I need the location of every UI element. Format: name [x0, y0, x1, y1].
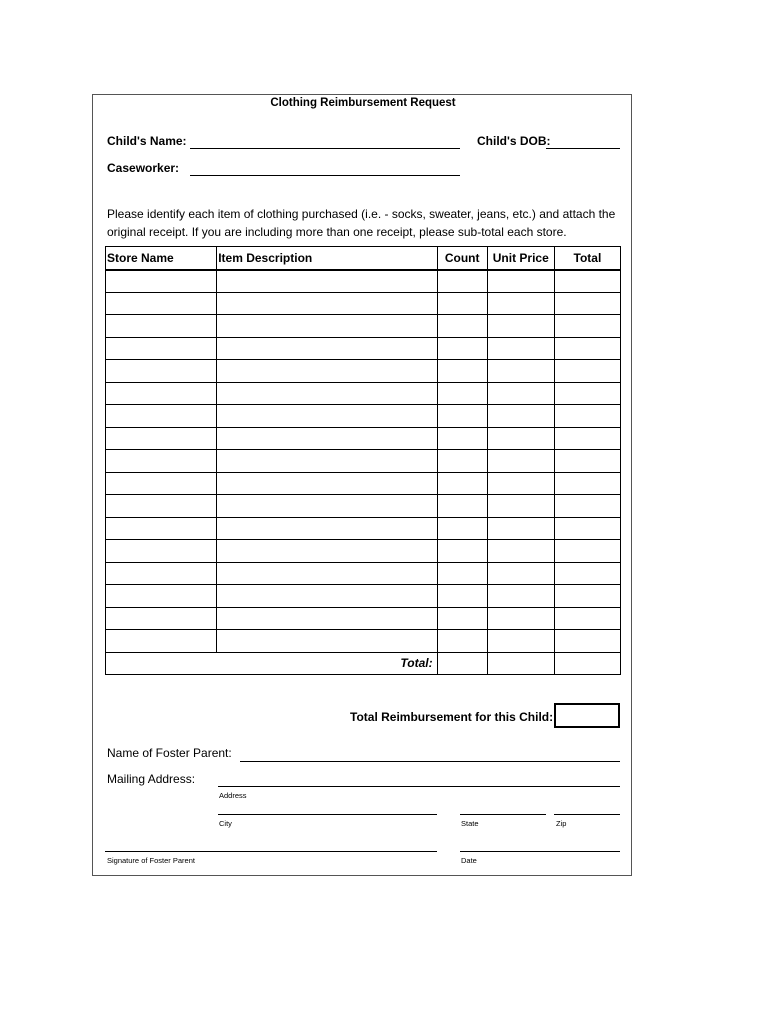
- table-header-row: [106, 247, 621, 270]
- count-cell[interactable]: [437, 495, 487, 518]
- state-caption: State: [461, 819, 479, 828]
- table-row: [106, 517, 621, 540]
- item-description-cell[interactable]: [217, 517, 437, 540]
- unit-price-cell[interactable]: [487, 495, 554, 518]
- table-row: [106, 292, 621, 315]
- unit-price-cell[interactable]: [487, 315, 554, 338]
- count-cell[interactable]: [437, 607, 487, 630]
- unit-price-cell[interactable]: [487, 405, 554, 428]
- total-cell[interactable]: [554, 472, 620, 495]
- table-row: [106, 405, 621, 428]
- items-table: [105, 246, 621, 675]
- item-description-cell[interactable]: [217, 337, 437, 360]
- table-row: [106, 472, 621, 495]
- item-description-cell[interactable]: [217, 495, 437, 518]
- item-description-cell[interactable]: [217, 427, 437, 450]
- unit-price-cell[interactable]: [487, 472, 554, 495]
- item-description-cell[interactable]: [217, 292, 437, 315]
- unit-price-cell[interactable]: [487, 382, 554, 405]
- count-cell[interactable]: [437, 562, 487, 585]
- total-cell[interactable]: [554, 270, 620, 293]
- caseworker-label: Caseworker:: [107, 161, 180, 175]
- total-cell[interactable]: [554, 540, 620, 563]
- city-caption: City: [219, 819, 232, 828]
- count-cell[interactable]: [437, 517, 487, 540]
- address-caption: Address: [219, 791, 247, 800]
- total-cell[interactable]: [554, 360, 620, 383]
- total-label: Total:: [106, 652, 438, 675]
- city-field[interactable]: [218, 814, 437, 815]
- form-title: Clothing Reimbursement Request: [270, 97, 456, 109]
- total-cell[interactable]: [554, 427, 620, 450]
- reimbursement-label: Total Reimbursement for this Child:: [350, 710, 554, 724]
- item-description-cell[interactable]: [217, 315, 437, 338]
- store-name-cell[interactable]: [106, 585, 217, 608]
- item-description-cell[interactable]: [217, 630, 437, 653]
- item-description-cell[interactable]: [217, 562, 437, 585]
- foster-name-label: Name of Foster Parent:: [107, 746, 232, 760]
- item-description-cell[interactable]: [217, 270, 437, 293]
- state-field[interactable]: [460, 814, 546, 815]
- table-row: [106, 427, 621, 450]
- table-row: [106, 450, 621, 473]
- count-cell[interactable]: [437, 427, 487, 450]
- item-description-cell[interactable]: [217, 382, 437, 405]
- item-description-cell[interactable]: [217, 472, 437, 495]
- count-cell[interactable]: [437, 585, 487, 608]
- child-name-label: Child's Name:: [107, 134, 187, 148]
- item-description-cell[interactable]: [217, 540, 437, 563]
- unit-price-cell[interactable]: [487, 360, 554, 383]
- signature-caption: Signature of Foster Parent: [107, 856, 195, 865]
- item-description-cell[interactable]: [217, 360, 437, 383]
- total-unit-price-cell[interactable]: [487, 652, 554, 675]
- store-name-cell[interactable]: [106, 450, 217, 473]
- unit-price-cell[interactable]: [487, 562, 554, 585]
- signature-field[interactable]: [105, 851, 437, 852]
- header-total: Total: [554, 247, 620, 270]
- count-cell[interactable]: [437, 292, 487, 315]
- store-name-cell[interactable]: [106, 292, 217, 315]
- unit-price-cell[interactable]: [487, 292, 554, 315]
- zip-field[interactable]: [554, 814, 620, 815]
- count-cell[interactable]: [437, 450, 487, 473]
- table-row: [106, 495, 621, 518]
- total-cell[interactable]: [554, 450, 620, 473]
- store-name-cell[interactable]: [106, 607, 217, 630]
- instructions-line-1: Please identify each item of clothing purchased (i.e. - socks, sweater, jeans, etc.) and attach the: [107, 207, 616, 221]
- header-count: Count: [437, 247, 487, 270]
- unit-price-cell[interactable]: [487, 427, 554, 450]
- date-caption: Date: [461, 856, 477, 865]
- child-dob-field[interactable]: [546, 148, 620, 149]
- unit-price-cell[interactable]: [487, 337, 554, 360]
- total-cell[interactable]: [554, 585, 620, 608]
- child-dob-label: Child's DOB:: [477, 134, 551, 148]
- table-row: [106, 562, 621, 585]
- store-name-cell[interactable]: [106, 517, 217, 540]
- item-description-cell[interactable]: [217, 585, 437, 608]
- count-cell[interactable]: [437, 382, 487, 405]
- unit-price-cell[interactable]: [487, 450, 554, 473]
- unit-price-cell[interactable]: [487, 517, 554, 540]
- total-count-cell[interactable]: [437, 652, 487, 675]
- header-item-description: Item Description: [217, 247, 437, 270]
- total-cell[interactable]: [554, 315, 620, 338]
- reimbursement-amount-box[interactable]: [554, 703, 620, 728]
- table-row: [106, 315, 621, 338]
- store-name-cell[interactable]: [106, 630, 217, 653]
- unit-price-cell[interactable]: [487, 585, 554, 608]
- caseworker-field[interactable]: [190, 175, 460, 176]
- store-name-cell[interactable]: [106, 405, 217, 428]
- total-amount-cell[interactable]: [554, 652, 620, 675]
- total-cell[interactable]: [554, 382, 620, 405]
- table-row: [106, 382, 621, 405]
- count-cell[interactable]: [437, 472, 487, 495]
- foster-name-field[interactable]: [240, 761, 620, 762]
- total-cell[interactable]: [554, 292, 620, 315]
- item-description-cell[interactable]: [217, 450, 437, 473]
- total-cell[interactable]: [554, 495, 620, 518]
- table-row: [106, 585, 621, 608]
- store-name-cell[interactable]: [106, 337, 217, 360]
- store-name-cell[interactable]: [106, 427, 217, 450]
- store-name-cell[interactable]: [106, 360, 217, 383]
- reimbursement-form: [92, 94, 632, 876]
- store-name-cell[interactable]: [106, 382, 217, 405]
- header-unit-price: Unit Price: [487, 247, 554, 270]
- count-cell[interactable]: [437, 405, 487, 428]
- count-cell[interactable]: [437, 337, 487, 360]
- unit-price-cell[interactable]: [487, 630, 554, 653]
- total-cell[interactable]: [554, 607, 620, 630]
- store-name-cell[interactable]: [106, 472, 217, 495]
- unit-price-cell[interactable]: [487, 607, 554, 630]
- count-cell[interactable]: [437, 315, 487, 338]
- store-name-cell[interactable]: [106, 562, 217, 585]
- table-row: [106, 540, 621, 563]
- store-name-cell[interactable]: [106, 270, 217, 293]
- count-cell[interactable]: [437, 630, 487, 653]
- header-store-name: Store Name: [106, 247, 217, 270]
- unit-price-cell[interactable]: [487, 540, 554, 563]
- store-name-cell[interactable]: [106, 495, 217, 518]
- count-cell[interactable]: [437, 540, 487, 563]
- total-row: [106, 652, 621, 675]
- zip-caption: Zip: [556, 819, 567, 828]
- child-name-field[interactable]: [190, 148, 460, 149]
- table-row: [106, 337, 621, 360]
- total-cell[interactable]: [554, 517, 620, 540]
- table-row: [106, 607, 621, 630]
- store-name-cell[interactable]: [106, 540, 217, 563]
- item-description-cell[interactable]: [217, 405, 437, 428]
- unit-price-cell[interactable]: [487, 270, 554, 293]
- store-name-cell[interactable]: [106, 315, 217, 338]
- table-row: [106, 270, 621, 293]
- instructions-line-2: original receipt. If you are including more than one receipt, please sub-total each store.: [107, 225, 567, 239]
- total-cell[interactable]: [554, 562, 620, 585]
- count-cell[interactable]: [437, 270, 487, 293]
- address-field[interactable]: [218, 786, 620, 787]
- table-row: [106, 630, 621, 653]
- table-row: [106, 360, 621, 383]
- mailing-address-label: Mailing Address:: [107, 772, 196, 786]
- item-description-cell[interactable]: [217, 607, 437, 630]
- count-cell[interactable]: [437, 360, 487, 383]
- total-cell[interactable]: [554, 337, 620, 360]
- date-field[interactable]: [460, 851, 620, 852]
- total-cell[interactable]: [554, 630, 620, 653]
- total-cell[interactable]: [554, 405, 620, 428]
